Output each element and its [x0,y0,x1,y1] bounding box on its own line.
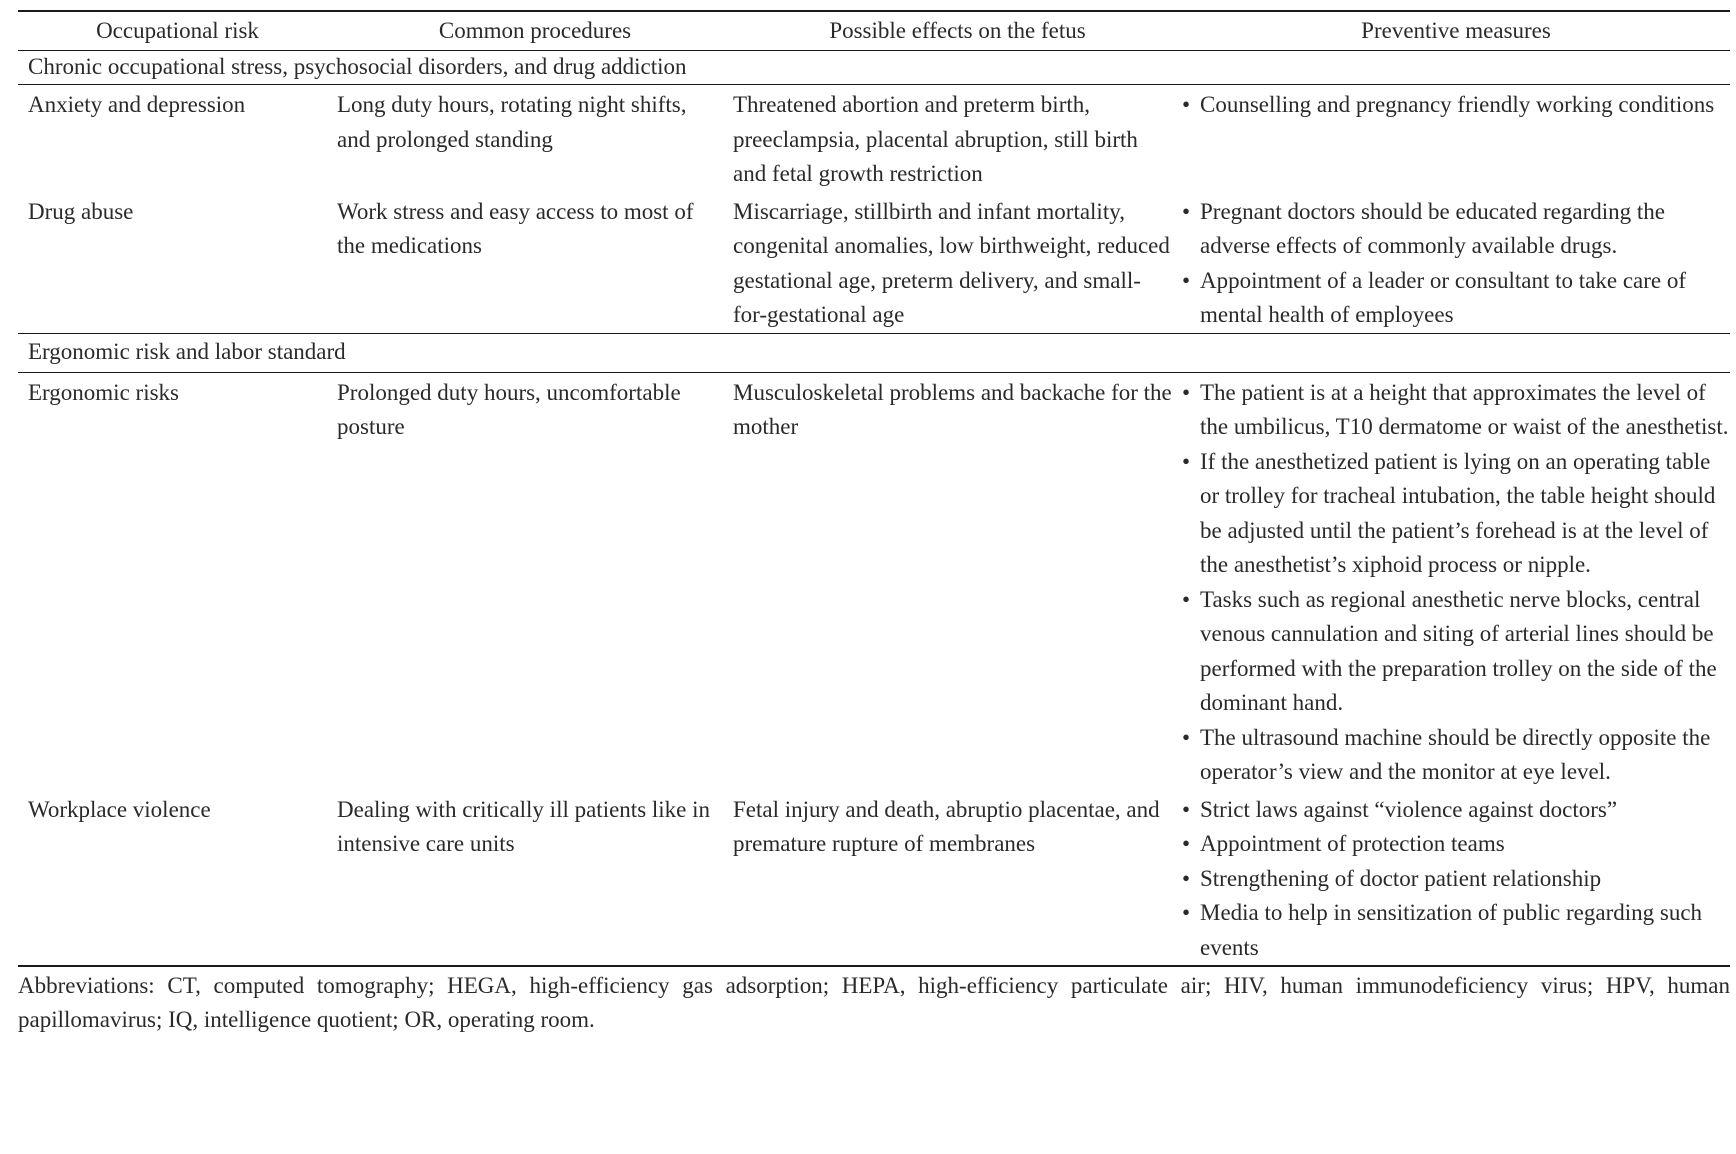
measures-cell [1182,192,1730,334]
measure-text: The ultrasound machine should be directly opposite the operator’s view and the monitor at eye level. [1200,724,1711,784]
measures-cell [1182,85,1730,192]
measures-cell [1182,372,1730,790]
bullet-icon: • [1182,831,1191,856]
list-item [1182,195,1730,264]
effects-cell: Musculoskeletal problems and backache for the mother [733,379,1172,439]
bullet-icon: • [1182,900,1191,925]
table-row [18,372,1730,790]
measure-text: Strict laws against “violence against doctors” [1200,796,1618,822]
measure-text: The patient is at a height that approximates the level of the umbilicus, T10 dermatome or waist of the anesthetist. [1200,379,1729,439]
list-item [1182,862,1730,897]
bullet-icon: • [1182,198,1191,224]
procedures-cell: Prolonged duty hours, uncomfortable posture [337,379,681,439]
measure-text: Appointment of a leader or consultant to take care of mental health of employees [1200,267,1687,327]
procedures-cell: Long duty hours, rotating night shifts, and prolonged standing [337,92,687,152]
header-common-procedures: Common procedures [337,11,733,51]
table-header-row [18,11,1730,51]
effects-cell: Threatened abortion and preterm birth, preeclampsia, placental abruption, still birth and fetal growth restriction [733,92,1138,186]
abbreviations-footnote: Abbreviations: CT, computed tomography; HEGA, high-efficiency gas adsorption; HEPA, high-efficiency particulate air; HIV, human immunodeficiency virus; HPV, human papillomavirus; IQ, intelligence quotient; OR, operating room. [18,973,1730,1032]
section-title-stress: Chronic occupational stress, psychosocial disorders, and drug addiction [18,51,1730,85]
occupational-risk-table [18,10,1730,967]
risk-cell: Drug abuse [28,198,134,224]
list-item [1182,721,1730,790]
list-item [1182,445,1730,583]
section-header-row [18,51,1730,85]
measures-list [1182,88,1730,123]
bullet-icon: • [1182,379,1191,405]
list-item [1182,896,1730,965]
table-row [18,790,1730,967]
procedures-cell: Work stress and easy access to most of the medications [337,198,694,258]
list-item [1182,827,1730,862]
bullet-icon: • [1182,865,1191,891]
measures-cell [1182,790,1730,967]
list-item [1182,583,1730,721]
risk-cell: Anxiety and depression [28,92,246,117]
measure-text: Appointment of protection teams [1200,831,1505,856]
bullet-icon: • [1182,586,1191,612]
header-occupational-risk: Occupational risk [18,11,337,51]
measures-list [1182,793,1730,966]
measure-text: Pregnant doctors should be educated regarding the adverse effects of commonly available drugs. [1200,198,1665,258]
list-item [1182,264,1730,333]
measure-text: If the anesthetized patient is lying on an operating table or trolley for tracheal intubation, the table height should be adjusted until the patient’s forehead is at the level of the anesthetist’s xiphoid process or nipple. [1200,448,1716,577]
measure-text: Media to help in sensitization of public regarding such events [1200,900,1703,960]
measure-text: Counselling and pregnancy friendly working conditions [1200,92,1715,117]
list-item [1182,793,1730,828]
risk-cell: Ergonomic risks [28,379,179,405]
table-row [18,192,1730,334]
list-item [1182,88,1730,123]
section-header-row [18,333,1730,372]
bullet-icon: • [1182,724,1191,750]
bullet-icon: • [1182,448,1191,474]
procedures-cell: Dealing with critically ill patients like in intensive care units [337,790,733,967]
effects-cell: Miscarriage, stillbirth and infant mortality, congenital anomalies, low birthweight, reduced gestational age, preterm delivery, and small-for-gestational age [733,198,1170,327]
measures-list [1182,195,1730,333]
header-preventive-measures: Preventive measures [1182,11,1730,51]
list-item [1182,376,1730,445]
bullet-icon: • [1182,92,1191,117]
effects-cell: Fetal injury and death, abruptio placentae, and premature rupture of membranes [733,790,1182,967]
table-row [18,85,1730,192]
section-title-ergonomic: Ergonomic risk and labor standard [18,333,1730,372]
risk-cell: Workplace violence [18,790,337,967]
bullet-icon: • [1182,267,1191,293]
measures-list [1182,376,1730,790]
document-page [18,10,1730,1037]
bullet-icon: • [1182,796,1191,822]
measure-text: Tasks such as regional anesthetic nerve blocks, central venous cannulation and siting of arterial lines should be performed with the preparation trolley on the side of the dominant hand. [1200,586,1717,715]
header-effects-on-fetus: Possible effects on the fetus [733,11,1182,51]
measure-text: Strengthening of doctor patient relationship [1200,865,1602,891]
